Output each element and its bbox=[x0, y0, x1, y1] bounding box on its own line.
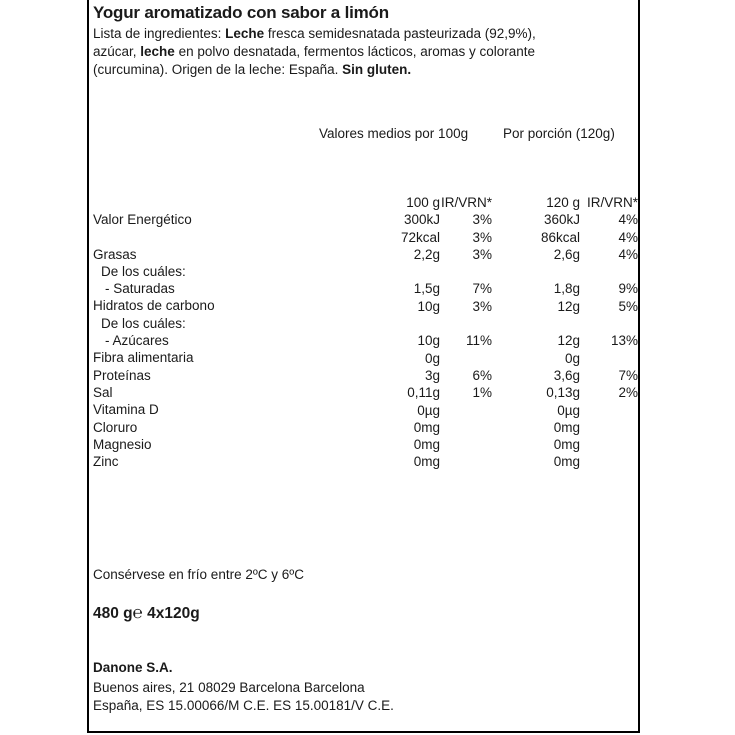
nutrient-ir-120g: 2% bbox=[618, 385, 638, 401]
nutrient-ir-100g: 11% bbox=[465, 333, 492, 349]
nutrient-ir-100g: 3% bbox=[472, 246, 492, 262]
nutrient-value-100g: 72kcal bbox=[400, 229, 440, 245]
nutrient-value-120g: 2,6g bbox=[553, 246, 580, 262]
col-header-100g: 100 g bbox=[406, 195, 440, 210]
nutrient-ir-120g: 4% bbox=[618, 246, 638, 262]
nutrient-value-120g: 86kcal bbox=[540, 229, 580, 245]
nutrient-value-100g: 0mg bbox=[413, 437, 440, 453]
header-per-portion: Por porción (120g) bbox=[503, 126, 615, 141]
nutrient-label: Fibra alimentaria bbox=[93, 350, 194, 366]
nutrient-ir-120g: 4% bbox=[618, 212, 638, 228]
col-header-120g: 120 g bbox=[546, 195, 580, 210]
nutrient-value-100g: 0,11g bbox=[407, 385, 440, 401]
nutrient-ir-100g: 6% bbox=[472, 367, 492, 383]
product-title: Yogur aromatizado con sabor a limón bbox=[93, 3, 389, 22]
nutrient-value-120g: 3,6g bbox=[553, 367, 580, 383]
nutrient-label: Zinc bbox=[93, 454, 119, 470]
nutrient-value-100g: 300kJ bbox=[403, 212, 440, 228]
nutrient-ir-100g bbox=[440, 402, 492, 419]
nutrient-label: Magnesio bbox=[93, 436, 152, 452]
net-weight bbox=[93, 603, 200, 623]
nutrient-ir-120g bbox=[580, 453, 638, 470]
col-header-ir-120g: IR/VRN* bbox=[586, 195, 638, 210]
nutrient-ir-120g bbox=[580, 436, 638, 453]
ingredients-line-2 bbox=[93, 43, 633, 61]
ingredients-line-1 bbox=[93, 25, 633, 43]
nutrient-label bbox=[93, 228, 215, 245]
nutrient-value-120g: 0,13g bbox=[546, 385, 580, 401]
nutrient-value-100g: 0g bbox=[424, 350, 440, 366]
nutrient-ir-100g bbox=[440, 263, 492, 280]
nutrient-value-100g bbox=[360, 315, 440, 332]
gluten-free-note: Sin gluten. bbox=[342, 62, 412, 77]
estimated-sign-icon: ℮ bbox=[132, 603, 143, 622]
nutrient-ir-120g bbox=[580, 315, 638, 332]
company-address-2: España, ES 15.00066/M C.E. ES 15.00181/V C.E. bbox=[93, 698, 394, 713]
nutrient-ir-100g: 7% bbox=[472, 281, 492, 297]
nutrient-value-120g: 12g bbox=[557, 333, 580, 349]
nutrient-label: De los cuáles: bbox=[101, 315, 186, 331]
nutrient-value-120g: 0mg bbox=[553, 454, 580, 470]
nutrient-ir-100g bbox=[440, 315, 492, 332]
nutrient-labels-column bbox=[93, 211, 215, 470]
nutrient-ir-120g: 7% bbox=[618, 367, 638, 383]
storage-instructions: Consérvese en frío entre 2ºC y 6ºC bbox=[93, 567, 304, 582]
company-name: Danone S.A. bbox=[93, 660, 173, 675]
nutrient-value-100g bbox=[360, 263, 440, 280]
nutrient-value-120g bbox=[510, 315, 580, 332]
nutrient-ir-100g: 1% bbox=[472, 385, 492, 401]
net-weight-value: 480 g bbox=[93, 605, 133, 622]
nutrient-value-100g: 3g bbox=[424, 367, 440, 383]
nutrient-label: Cloruro bbox=[93, 419, 138, 435]
nutrient-ir-100g bbox=[440, 453, 492, 470]
nutrient-ir-120g bbox=[580, 263, 638, 280]
ingredients-list bbox=[93, 25, 633, 79]
nutrient-value-120g: 0mg bbox=[553, 437, 580, 453]
allergen-leche-2: leche bbox=[140, 44, 175, 59]
nutrient-ir-120g: 9% bbox=[618, 281, 638, 297]
col-header-ir-100g: IR/VRN* bbox=[440, 195, 492, 210]
ingredients-text-1: fresca semidesnatada pasteurizada (92,9%), bbox=[264, 26, 536, 41]
company-address-1: Buenos aires, 21 08029 Barcelona Barcelona bbox=[93, 680, 365, 695]
nutrient-ir-120g bbox=[580, 419, 638, 436]
nutrient-ir-100g: 3% bbox=[472, 298, 492, 314]
nutrient-value-100g: 0mg bbox=[413, 419, 440, 435]
nutrient-value-100g: 2,2g bbox=[413, 246, 440, 262]
nutrient-ir-120g: 4% bbox=[618, 229, 638, 245]
nutrient-value-100g: 1,5g bbox=[413, 281, 440, 297]
ingredients-text-2b: en polvo desnatada, fermentos lácticos, aromas y colorante bbox=[174, 44, 536, 59]
nutrient-value-100g: 10g bbox=[417, 333, 440, 349]
ir-120g-column bbox=[580, 194, 638, 471]
nutrient-ir-100g: 3% bbox=[472, 229, 492, 245]
nutrient-label: Sal bbox=[93, 384, 113, 400]
nutrient-ir-120g bbox=[580, 350, 638, 367]
nutrient-value-120g: 360kJ bbox=[543, 212, 580, 228]
nutrient-value-120g: 1,8g bbox=[553, 281, 580, 297]
nutrient-label: Grasas bbox=[93, 246, 137, 262]
nutrient-value-100g: 0mg bbox=[413, 454, 440, 470]
ingredients-prefix: Lista de ingredientes: bbox=[93, 26, 226, 41]
nutrient-label: - Azúcares bbox=[105, 333, 169, 349]
nutrient-value-120g: 12g bbox=[557, 298, 580, 314]
nutrient-ir-120g bbox=[580, 402, 638, 419]
ir-100g-column bbox=[440, 194, 492, 471]
nutrient-value-100g: 0µg bbox=[417, 402, 440, 418]
nutrient-label: Vitamina D bbox=[93, 402, 159, 418]
nutrient-value-100g: 10g bbox=[417, 298, 440, 314]
nutrient-label: De los cuáles: bbox=[101, 263, 186, 279]
nutrient-label: Valor Energético bbox=[93, 212, 192, 227]
nutrient-ir-120g: 13% bbox=[610, 333, 638, 349]
nutrient-ir-120g: 5% bbox=[618, 298, 638, 314]
nutrient-ir-100g: 3% bbox=[472, 212, 492, 228]
per-120g-column bbox=[510, 194, 580, 471]
per-100g-column bbox=[360, 194, 440, 471]
nutrient-value-120g: 0mg bbox=[553, 419, 580, 435]
nutrient-label: - Saturadas bbox=[105, 281, 175, 297]
nutrient-ir-100g bbox=[440, 350, 492, 367]
nutrient-label: Hidratos de carbono bbox=[93, 298, 215, 314]
nutrient-label: Proteínas bbox=[93, 367, 151, 383]
nutrient-value-120g bbox=[510, 263, 580, 280]
pack-format: 4x120g bbox=[142, 605, 200, 622]
nutrient-value-120g: 0g bbox=[564, 350, 580, 366]
ingredients-line-3 bbox=[93, 61, 633, 79]
ingredients-text-3: (curcumina). Origen de la leche: España. bbox=[93, 62, 343, 77]
ingredients-text-2a: azúcar, bbox=[93, 44, 141, 59]
nutrient-ir-100g bbox=[440, 436, 492, 453]
allergen-leche-1: Leche bbox=[225, 26, 265, 41]
header-per-100g: Valores medios por 100g bbox=[319, 126, 469, 141]
nutrient-ir-100g bbox=[440, 419, 492, 436]
nutrient-value-120g: 0µg bbox=[557, 402, 580, 418]
